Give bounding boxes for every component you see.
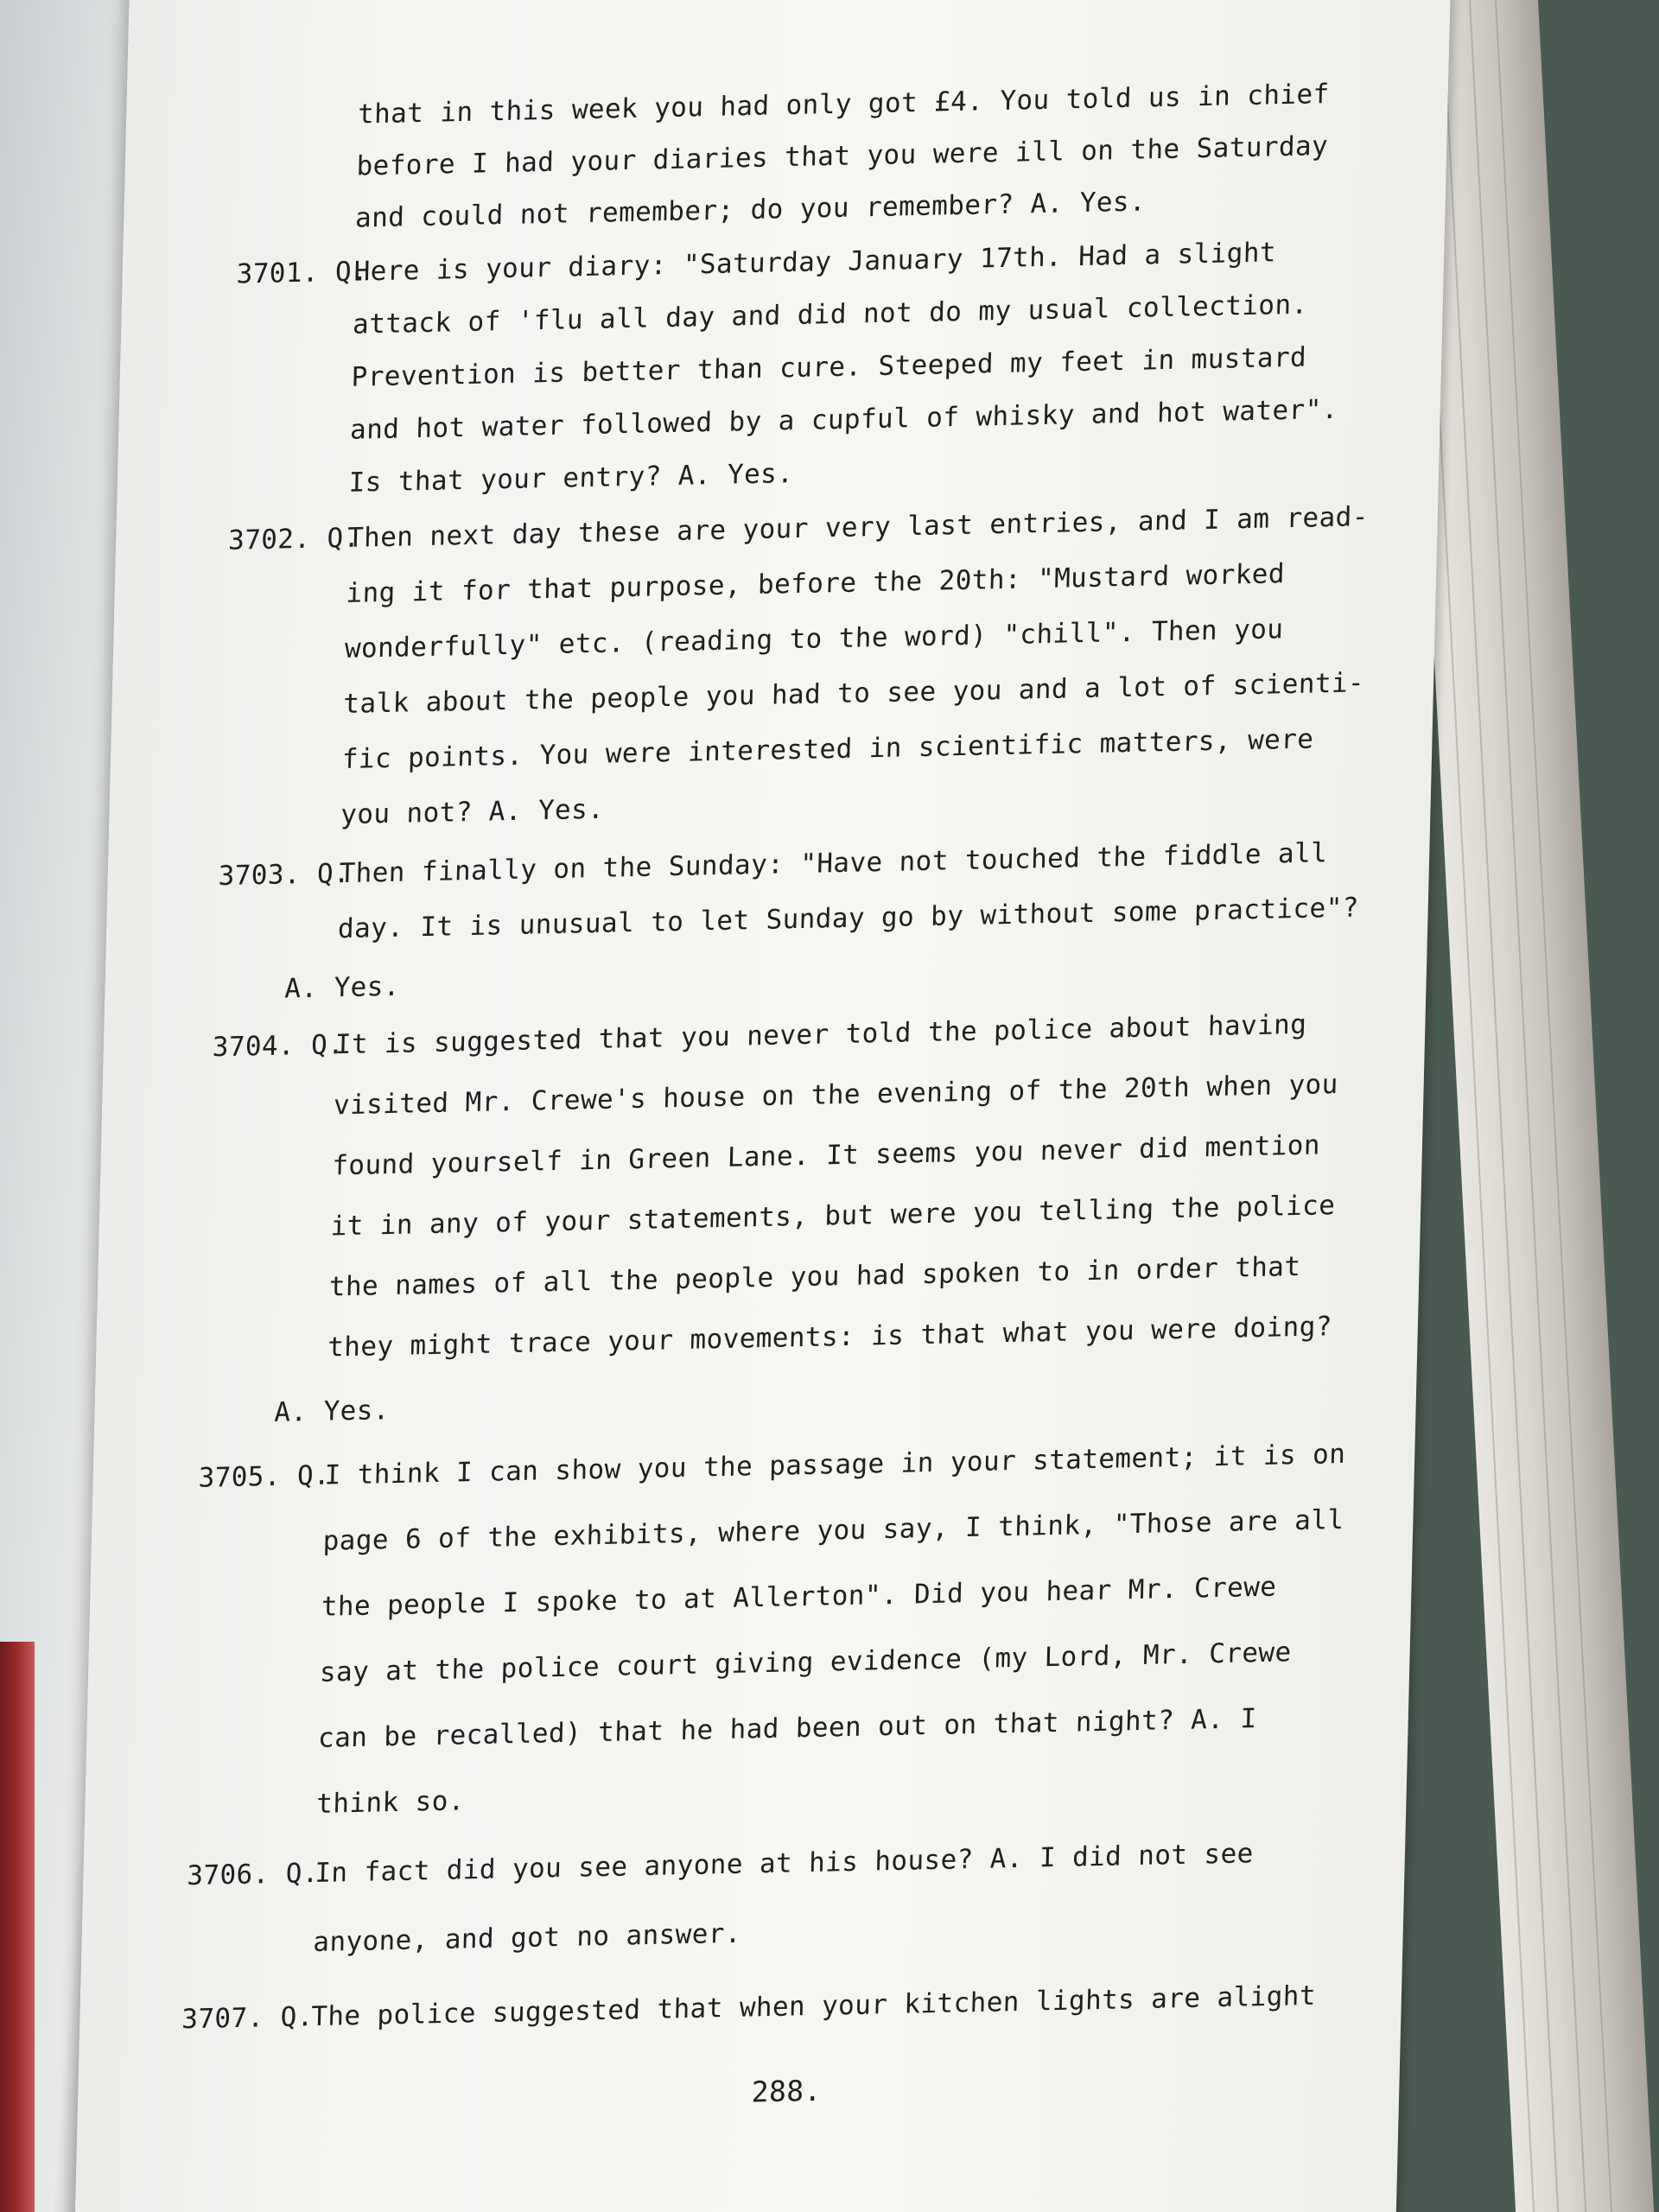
text-line: Then next day these are your very last entries, and I am read- bbox=[346, 501, 1370, 554]
text-line: it in any of your statements, but were you telling the police bbox=[330, 1190, 1336, 1243]
text-line: The police suggested that when your kitchen lights are alight bbox=[310, 1980, 1317, 2033]
text-line: wonderfully" etc. (reading to the word) "chill". Then you bbox=[344, 613, 1284, 664]
text-line: Then finally on the Sunday: "Have not touched the fiddle all bbox=[339, 837, 1328, 890]
question-number: 3703. Q. bbox=[218, 857, 351, 893]
text-line: Is that your entry? A. Yes. bbox=[348, 458, 794, 499]
text-line: talk about the people you had to see you and a lot of scienti- bbox=[342, 667, 1365, 721]
text-line: ing it for that purpose, before the 20th: "Mustard worked bbox=[346, 558, 1286, 609]
text-line: anyone, and got no answer. bbox=[312, 1917, 742, 1959]
answer-line: A. Yes. bbox=[283, 970, 401, 1005]
text-line: attack of 'flu all day and did not do my usual collection. bbox=[352, 289, 1309, 340]
text-line: It is suggested that you never told the police about having bbox=[334, 1008, 1307, 1061]
text-line: think so. bbox=[315, 1785, 466, 1820]
page-number: 288. bbox=[751, 2073, 823, 2109]
text-line: I think I can show you the passage in your statement; it is on bbox=[324, 1438, 1346, 1491]
book-cover-edge bbox=[0, 1642, 35, 2212]
page-edge-line bbox=[1469, 0, 1586, 2212]
text-line: before I had your diaries that you were ill on the Saturday bbox=[356, 130, 1329, 182]
text-line: say at the police court giving evidence (my Lord, Mr. Crewe bbox=[319, 1637, 1292, 1688]
page-edge-line bbox=[1495, 0, 1612, 2212]
text-line: can be recalled) that he had been out on that night? A. I bbox=[317, 1703, 1257, 1754]
page-edge-line bbox=[1441, 0, 1559, 2212]
text-line: visited Mr. Crewe's house on the evening of the 20th when you bbox=[333, 1068, 1339, 1122]
text-line: Prevention is better than cure. Steeped my feet in mustard bbox=[351, 341, 1307, 393]
question-number: 3705. Q. bbox=[198, 1459, 331, 1494]
text-line: they might trace your movements: is that what you were doing? bbox=[327, 1311, 1333, 1363]
text-line: that in this week you had only got £4. You told us in chief bbox=[357, 78, 1331, 130]
question-number: 3706. Q. bbox=[186, 1857, 320, 1892]
text-line: and hot water followed by a cupful of whisky and hot water". bbox=[349, 393, 1339, 446]
text-line: and could not remember; do you remember? A. Yes. bbox=[354, 186, 1147, 234]
question-number: 3701. Q. bbox=[236, 256, 369, 290]
transcript-page bbox=[74, 0, 1452, 2212]
text-line: found yourself in Green Lane. It seems you never did mention bbox=[331, 1129, 1321, 1182]
text-line: fic points. You were interested in scientific matters, were bbox=[341, 723, 1314, 776]
answer-line: A. Yes. bbox=[273, 1395, 391, 1428]
text-line: the people I spoke to at Allerton". Did you hear Mr. Crewe bbox=[321, 1571, 1277, 1623]
question-number: 3704. Q. bbox=[212, 1029, 345, 1064]
text-line: you not? A. Yes. bbox=[340, 793, 605, 831]
text-line: Here is your diary: "Saturday January 17th. Had a slight bbox=[353, 237, 1277, 288]
question-number: 3707. Q. bbox=[181, 2001, 315, 2036]
text-line: day. It is unusual to let Sunday go by without some practice"? bbox=[337, 892, 1360, 945]
text-line: In fact did you see anyone at his house? A. I did not see bbox=[314, 1838, 1255, 1890]
text-line: the names of all the people you had spoken to in order that bbox=[328, 1250, 1301, 1303]
question-number: 3702. Q. bbox=[227, 522, 361, 556]
text-line: page 6 of the exhibits, where you say, I think, "Those are all bbox=[322, 1503, 1344, 1557]
